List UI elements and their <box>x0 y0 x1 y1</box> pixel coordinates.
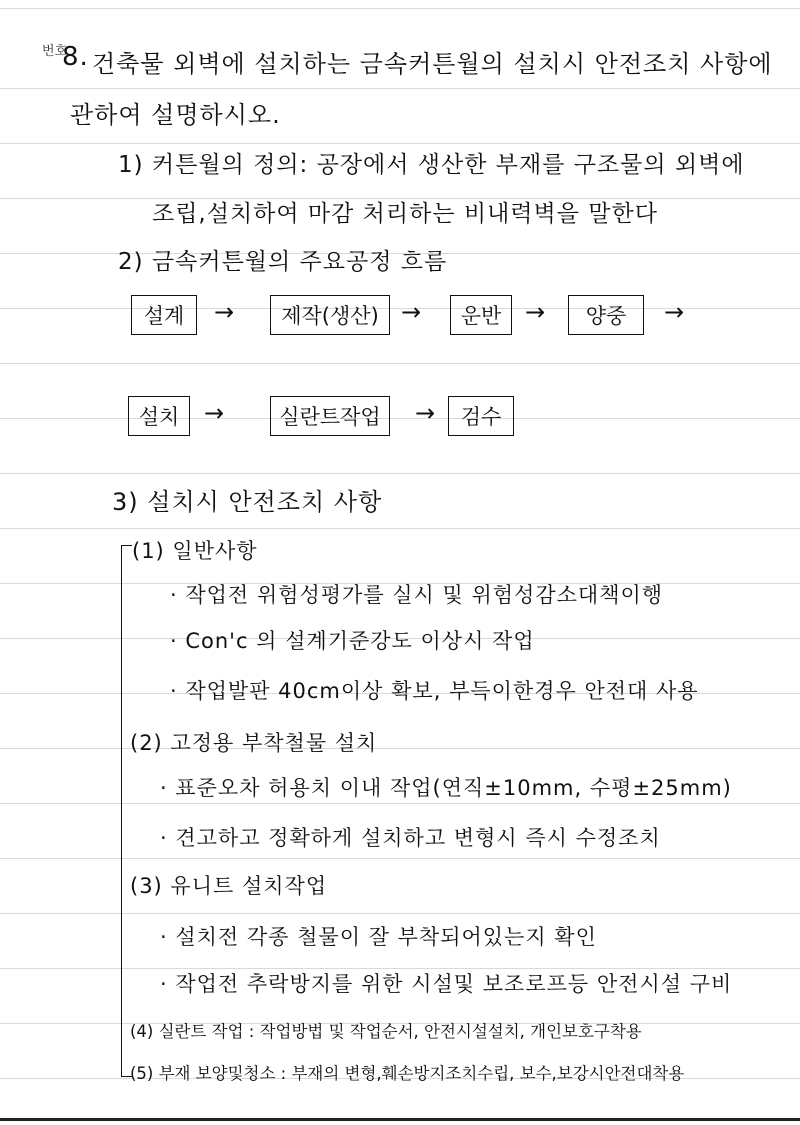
flow-step-inspection: 검수 <box>448 396 514 436</box>
number-label: 번호 <box>42 44 68 59</box>
flow-step-fabrication: 제작(생산) <box>270 295 390 335</box>
group-1-title: (1) 일반사항 <box>132 539 258 563</box>
bottom-rule <box>0 1118 800 1121</box>
safety-bracket <box>121 545 132 1077</box>
question-line-2: 관하여 설명하시오. <box>70 101 281 129</box>
flow-arrow: → <box>525 298 546 326</box>
group-2-item-1: · 표준오차 허용치 이내 작업(연직±10mm, 수평±25mm) <box>160 776 732 800</box>
flow-arrow: → <box>401 298 422 326</box>
flow-step-transport: 운반 <box>450 295 512 335</box>
question-line-1: 건축물 외벽에 설치하는 금속커튼월의 설치시 안전조치 사항에 <box>92 50 773 78</box>
group-2-title: (2) 고정용 부착철물 설치 <box>130 731 378 755</box>
flow-step-installation: 설치 <box>128 396 190 436</box>
group-3-item-2: · 작업전 추락방지를 위한 시설및 보조로프등 안전시설 구비 <box>160 972 733 996</box>
flow-arrow: → <box>214 298 235 326</box>
process-flow-title: 2) 금속커튼월의 주요공정 흐름 <box>118 249 448 275</box>
group-1-item-2: · Con'c 의 설계기준강도 이상시 작업 <box>170 629 535 653</box>
group-1-item-3: · 작업발판 40cm이상 확보, 부득이한경우 안전대 사용 <box>170 679 699 703</box>
flow-arrow: → <box>204 399 225 427</box>
definition-line-1: 1) 커튼월의 정의: 공장에서 생산한 부재를 구조물의 외벽에 <box>118 152 745 178</box>
definition-line-2: 조립,설치하여 마감 처리하는 비내력벽을 말한다 <box>152 201 658 227</box>
flow-step-hoisting: 양중 <box>568 295 644 335</box>
group-4-title: (4) 실란트 작업 : 작업방법 및 작업순서, 안전시설설치, 개인보호구착용 <box>130 1022 642 1041</box>
group-1-item-1: · 작업전 위험성평가를 실시 및 위험성감소대책이행 <box>170 583 664 607</box>
flow-arrow: → <box>664 298 685 326</box>
safety-section-title: 3) 설치시 안전조치 사항 <box>112 488 383 516</box>
group-2-item-2: · 견고하고 정확하게 설치하고 변형시 즉시 수정조치 <box>160 826 661 850</box>
flow-arrow: → <box>415 399 436 427</box>
flow-step-design: 설계 <box>131 295 197 335</box>
question-number: 8. <box>62 42 89 72</box>
group-3-item-1: · 설치전 각종 철물이 잘 부착되어있는지 확인 <box>160 925 597 949</box>
group-3-title: (3) 유니트 설치작업 <box>130 874 328 898</box>
flow-step-sealant: 실란트작업 <box>270 396 390 436</box>
group-5-title: (5) 부재 보양및청소 : 부재의 변형,훼손방지조치수립, 보수,보강시안전대착용 <box>130 1064 685 1083</box>
